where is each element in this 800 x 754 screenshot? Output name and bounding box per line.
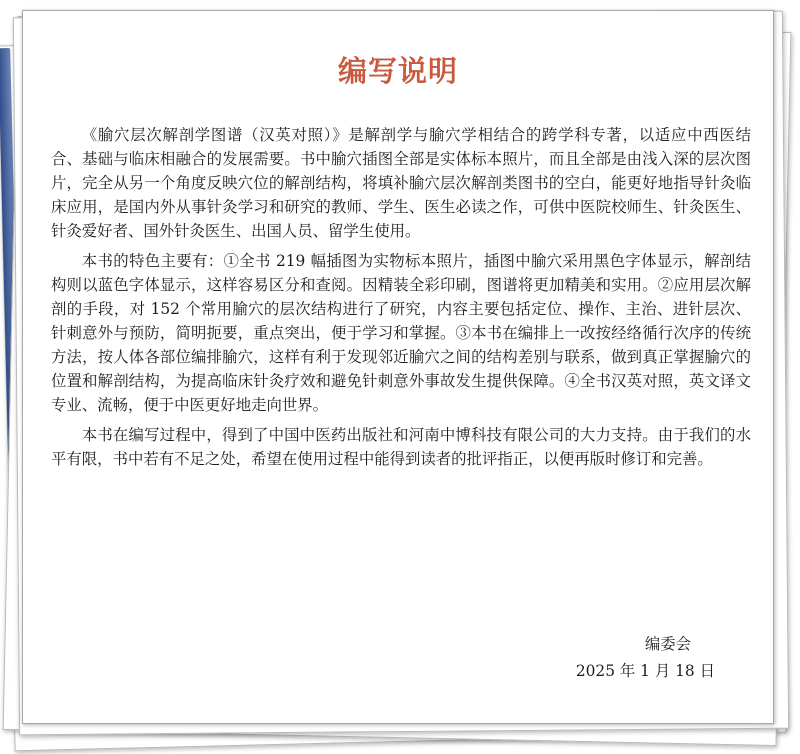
signature-org: 编委会 (644, 635, 691, 653)
signature-date: 2025 年 1 月 18 日 (575, 662, 715, 680)
signature-block (576, 631, 715, 685)
document-page (22, 10, 774, 724)
paragraph-acknowledgement: 本书在编写过程中，得到了中国中医药出版社和河南中博科技有限公司的大力支持。由于我们的水平有限，书中若有不足之处，希望在使用过程中能得到读者的批评指正，以便再版时修订和完善。 (51, 426, 751, 468)
page-title: 编写说明 (337, 54, 458, 88)
paragraph-features: 本书的特色主要有：①全书 219 幅插图为实物标本照片，插图中腧穴采用黑色字体显示，解剖结构则以蓝色字体显示，这样容易区分和查阅。因精装全彩印刷，图谱将更加精美和实用。②应用层次解剖的手段，对 152 个常用腧穴的层次结构进行了研究，内容主要包括定位、操作、主治、进针层次、针刺意外与预防，简明扼要，重点突出，便于学习和掌握。③本书在编排上一改按经络循行次序的传统方法，按人体各部位编排腧穴，这样有利于发现邻近腧穴之间的结构差别与联系，做到真正掌握腧穴的位置和解剖结构，为提高临床针灸疗效和避免针刺意外事故发生提供保障。④全书汉英对照，英文译文专业、流畅，便于中医更好地走向世界。 (51, 252, 751, 414)
paragraph-intro: 《腧穴层次解剖学图谱（汉英对照）》是解剖学与腧穴学相结合的跨学科专著，以适应中西医结合、基础与临床相融合的发展需要。书中腧穴插图全部是实体标本照片，而且全部是由浅入深的层次图片，完全从另一个角度反映穴位的解剖结构，将填补腧穴层次解剖类图书的空白，能更好地指导针灸临床应用，是国内外从事针灸学习和研究的教师、学生、医生必读之作，可供中医院校师生、针灸医生、针灸爱好者、国外针灸医生、出国人员、留学生使用。 (51, 126, 751, 240)
body-text (51, 123, 751, 477)
